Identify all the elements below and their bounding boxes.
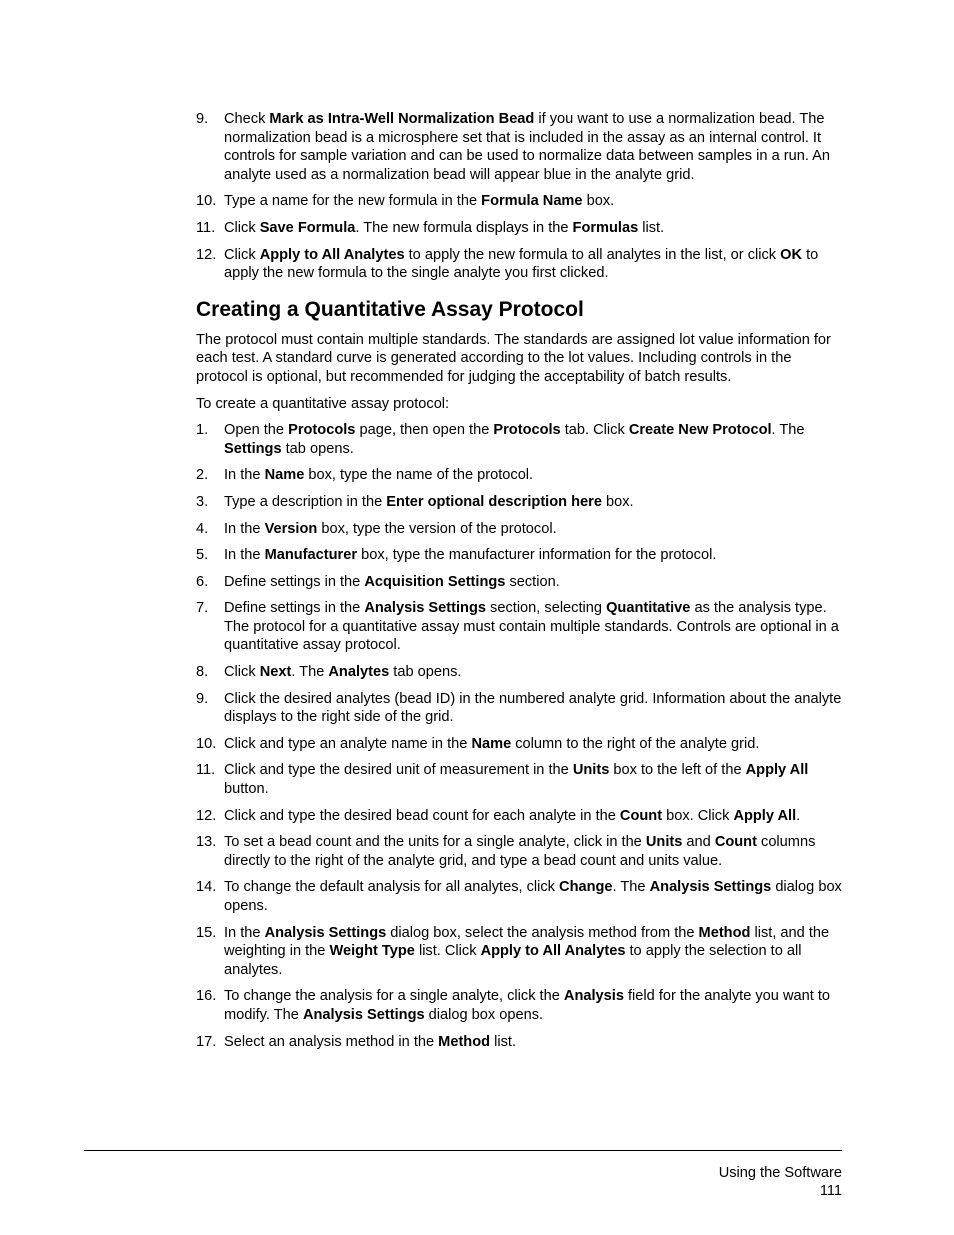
step-text-run: . The bbox=[612, 879, 650, 896]
section-heading: Creating a Quantitative Assay Protocol bbox=[196, 297, 584, 321]
step-text-run: box, type the name of the protocol. bbox=[304, 467, 534, 484]
step-item bbox=[196, 1033, 842, 1052]
step-item bbox=[196, 246, 842, 283]
step-text bbox=[224, 808, 800, 824]
step-number: 8. bbox=[196, 664, 209, 681]
step-text-run: tab opens. bbox=[281, 440, 354, 457]
step-text-run: tab opens. bbox=[389, 664, 462, 681]
step-text-run: Click the desired analytes (bead ID) in the numbered analyte grid. Information about the analyte displays to the right side of the grid. bbox=[224, 690, 842, 726]
step-text-run: and bbox=[682, 834, 715, 851]
ui-term: Apply All bbox=[733, 807, 797, 824]
section-lead: To create a quantitative assay protocol: bbox=[196, 395, 450, 412]
step-text bbox=[224, 691, 841, 726]
ui-term: Mark as Intra-Well Normalization Bead bbox=[269, 111, 535, 127]
ui-term: Change bbox=[559, 879, 613, 896]
step-text bbox=[224, 879, 842, 914]
step-text bbox=[224, 1034, 516, 1050]
step-text-run: Click and type an analyte name in the bbox=[224, 735, 472, 752]
ui-term: Apply to All Analytes bbox=[480, 943, 626, 960]
step-number: 1. bbox=[196, 422, 209, 439]
ui-term: Enter optional description here bbox=[386, 493, 602, 510]
ui-term: Save Formula bbox=[259, 219, 356, 236]
step-text-run: . bbox=[796, 807, 801, 824]
step-text bbox=[224, 988, 830, 1023]
section-intro: The protocol must contain multiple standards. The standards are assigned lot value information for each test. A standard curve is generated according to the lot values. Including controls in the protocol is optional, but recommended for judging the acceptability of batch results. bbox=[196, 331, 831, 385]
step-text-run: box. Click bbox=[662, 807, 734, 824]
step-text-run: Click bbox=[224, 246, 260, 263]
step-text bbox=[224, 494, 634, 510]
ui-term: Analysis bbox=[563, 988, 624, 1005]
step-text-run: columns directly to the right of the analyte grid, and type a bead count and units value. bbox=[224, 834, 816, 869]
step-text-run: box. bbox=[582, 193, 615, 210]
ui-term: Apply All bbox=[745, 762, 809, 779]
ui-term: Analysis Settings bbox=[364, 600, 486, 617]
step-item bbox=[196, 493, 842, 512]
step-text-run: box to the left of the bbox=[609, 762, 746, 779]
step-number: 16. bbox=[196, 988, 217, 1005]
step-text-run: box, type the version of the protocol. bbox=[317, 520, 557, 537]
step-text bbox=[224, 547, 716, 563]
step-text-run: field for the analyte you want to modify. The bbox=[224, 988, 830, 1023]
step-text-run: dialog box opens. bbox=[224, 879, 842, 914]
ui-term: Settings bbox=[224, 440, 282, 457]
step-text-run: Click bbox=[224, 664, 260, 681]
step-number: 6. bbox=[196, 573, 209, 590]
step-item bbox=[196, 421, 842, 458]
step-text-run: to apply the selection to all analytes. bbox=[224, 943, 802, 978]
ui-term: Apply to All Analytes bbox=[259, 246, 405, 263]
step-number: 9. bbox=[196, 690, 209, 707]
step-text-run: list. Click bbox=[414, 943, 481, 960]
step-text bbox=[224, 247, 818, 282]
ui-term: Analysis Settings bbox=[302, 1006, 425, 1023]
step-text-run: section. bbox=[505, 573, 560, 590]
ui-term: Next bbox=[259, 664, 292, 681]
step-text-run: Type a description in the bbox=[224, 493, 387, 510]
ui-term: Protocols bbox=[493, 422, 561, 439]
step-text-run: to apply the new formula to the single analyte you first clicked. bbox=[224, 246, 819, 282]
step-item bbox=[196, 807, 842, 826]
step-item bbox=[196, 599, 842, 655]
step-item bbox=[196, 663, 842, 682]
step-item bbox=[196, 987, 842, 1024]
ui-term: Formula Name bbox=[481, 193, 583, 210]
step-text-run: Open the bbox=[224, 422, 289, 439]
ui-term: Count bbox=[619, 807, 663, 824]
ui-term: Method bbox=[698, 924, 751, 941]
step-text-run: . The new formula displays in the bbox=[355, 219, 573, 236]
step-text bbox=[224, 834, 815, 869]
step-number: 9. bbox=[196, 111, 209, 127]
step-item bbox=[196, 573, 842, 592]
step-number: 11. bbox=[196, 762, 216, 779]
step-text-run: button. bbox=[224, 781, 269, 798]
step-item bbox=[196, 690, 842, 727]
step-text-run: dialog box opens. bbox=[424, 1006, 544, 1023]
page-footer bbox=[719, 1164, 842, 1200]
step-number: 13. bbox=[196, 834, 217, 851]
step-text-run: In the bbox=[224, 924, 265, 941]
step-text bbox=[224, 521, 557, 537]
step-item bbox=[196, 110, 842, 184]
ui-term: Analysis Settings bbox=[649, 879, 772, 896]
step-text-run: Define settings in the bbox=[224, 600, 365, 617]
ui-term: Protocols bbox=[288, 422, 356, 439]
ui-term: Units bbox=[645, 834, 683, 851]
step-text bbox=[224, 925, 829, 978]
step-text-run: To change the analysis for a single analyte, click the bbox=[224, 988, 564, 1005]
step-text-run: list, and the weighting in the bbox=[224, 924, 830, 960]
step-number: 14. bbox=[196, 879, 217, 896]
protocol-steps-list bbox=[196, 421, 842, 1051]
step-number: 2. bbox=[196, 467, 209, 484]
step-text-run: box. bbox=[601, 493, 634, 510]
step-text bbox=[224, 600, 839, 653]
step-text-run: To change the default analysis for all analytes, click bbox=[224, 879, 560, 896]
step-number: 10. bbox=[196, 193, 217, 210]
step-text-run: as the analysis type. The protocol for a quantitative assay must contain multiple standards. Controls are optional in a quantitative assay protocol. bbox=[224, 600, 839, 654]
step-number: 12. bbox=[196, 807, 217, 824]
step-text-run: Select an analysis method in the bbox=[224, 1033, 439, 1050]
step-text-run: section, selecting bbox=[486, 600, 607, 617]
step-item bbox=[196, 546, 842, 565]
step-text-run: . The bbox=[771, 422, 805, 439]
step-text-run: dialog box, select the analysis method from the bbox=[386, 924, 699, 941]
step-text-run: Type a name for the new formula in the bbox=[224, 193, 482, 210]
step-text bbox=[224, 111, 830, 183]
ui-term: Quantitative bbox=[606, 600, 691, 617]
step-text bbox=[224, 762, 808, 797]
step-item bbox=[196, 761, 842, 798]
step-number: 7. bbox=[196, 600, 209, 617]
step-number: 5. bbox=[196, 547, 209, 564]
step-text bbox=[224, 574, 560, 590]
ui-term: Analytes bbox=[328, 664, 390, 681]
step-text-run: if you want to use a normalization bead. The normalization bead is a microsphere set that is included in the assay as an internal control. It controls for sample variation and can be used to normalize data between samples in a run. An analyte used as a normalization bead will appear blue in the analyte grid. bbox=[224, 111, 830, 183]
step-item bbox=[196, 192, 842, 211]
step-text-run: Click and type the desired unit of measurement in the bbox=[224, 762, 573, 779]
step-text-run: Click bbox=[224, 219, 260, 236]
step-item bbox=[196, 466, 842, 485]
step-item bbox=[196, 219, 842, 238]
ui-term: Formulas bbox=[572, 219, 639, 236]
step-text bbox=[224, 736, 759, 752]
step-number: 3. bbox=[196, 493, 209, 510]
footer-chapter-title: Using the Software bbox=[718, 1165, 842, 1181]
ui-term: OK bbox=[780, 246, 803, 263]
step-text bbox=[224, 193, 614, 209]
step-text-run: In the bbox=[224, 467, 265, 484]
step-text-run: . The bbox=[291, 664, 329, 681]
step-item bbox=[196, 520, 842, 539]
step-item bbox=[196, 735, 842, 754]
step-text-run: page, then open the bbox=[355, 422, 494, 439]
step-number: 4. bbox=[196, 520, 209, 537]
step-text-run: Click and type the desired bead count for each analyte in the bbox=[224, 807, 620, 824]
ui-term: Analysis Settings bbox=[264, 924, 387, 941]
continued-steps-list bbox=[196, 110, 842, 283]
step-text-run: box, type the manufacturer information for the protocol. bbox=[357, 547, 717, 564]
step-item bbox=[196, 924, 842, 980]
ui-term: Method bbox=[438, 1033, 491, 1050]
step-text-run: Define settings in the bbox=[224, 573, 365, 590]
step-number: 17. bbox=[196, 1033, 217, 1050]
ui-term: Name bbox=[471, 735, 512, 752]
ui-term: Weight Type bbox=[329, 943, 415, 960]
ui-term: Name bbox=[264, 467, 305, 484]
step-text-run: Check bbox=[224, 111, 270, 127]
step-text-run: column to the right of the analyte grid. bbox=[511, 735, 760, 752]
step-text-run: list. bbox=[490, 1033, 517, 1050]
page-content bbox=[196, 110, 842, 1059]
step-number: 10. bbox=[196, 735, 217, 752]
step-text bbox=[224, 220, 664, 236]
step-number: 15. bbox=[196, 924, 217, 941]
step-text-run: to apply the new formula to all analytes in the list, or click bbox=[404, 246, 781, 263]
footer-page-number: 111 bbox=[819, 1183, 842, 1199]
ui-term: Manufacturer bbox=[264, 547, 358, 564]
step-text bbox=[224, 467, 533, 483]
step-item bbox=[196, 878, 842, 915]
ui-term: Units bbox=[572, 762, 610, 779]
step-text bbox=[224, 664, 461, 680]
step-text bbox=[224, 422, 805, 457]
step-item bbox=[196, 833, 842, 870]
ui-term: Create New Protocol bbox=[628, 422, 772, 439]
step-text-run: list. bbox=[638, 219, 665, 236]
footer-divider bbox=[84, 1150, 842, 1151]
ui-term: Version bbox=[264, 520, 318, 537]
ui-term: Acquisition Settings bbox=[364, 573, 506, 590]
step-text-run: tab. Click bbox=[560, 422, 629, 439]
step-number: 12. bbox=[196, 246, 217, 263]
step-text-run: In the bbox=[224, 547, 265, 564]
step-number: 11. bbox=[196, 219, 216, 236]
step-text-run: In the bbox=[224, 520, 265, 537]
ui-term: Count bbox=[714, 834, 757, 851]
step-text-run: To set a bead count and the units for a single analyte, click in the bbox=[224, 834, 646, 851]
